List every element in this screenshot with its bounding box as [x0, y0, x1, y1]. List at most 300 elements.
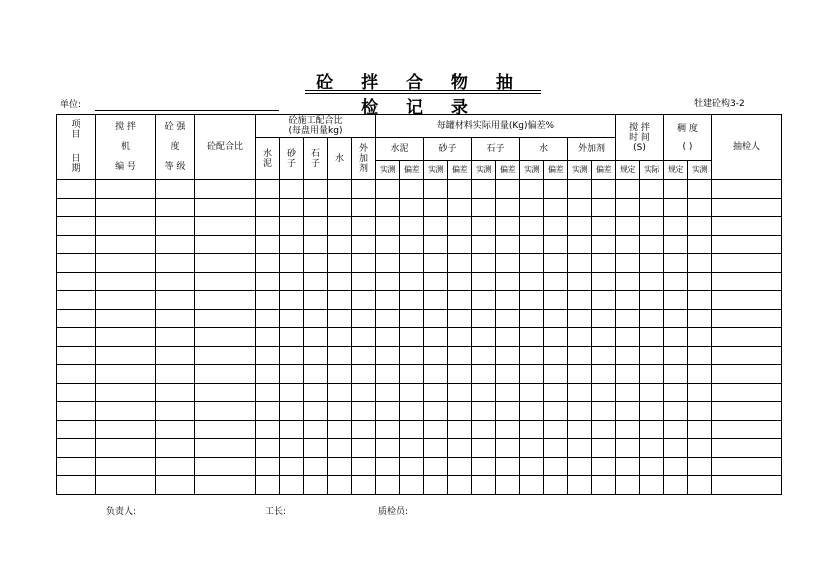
table-cell[interactable] [688, 272, 712, 291]
table-cell[interactable] [256, 309, 280, 328]
table-cell[interactable] [592, 254, 616, 273]
table-cell[interactable] [400, 235, 424, 254]
table-cell[interactable] [96, 217, 156, 236]
table-cell[interactable] [520, 383, 544, 402]
table-cell[interactable] [568, 457, 592, 476]
table-cell[interactable] [195, 198, 256, 217]
table-cell[interactable] [280, 402, 304, 421]
table-cell[interactable] [568, 402, 592, 421]
table-cell[interactable] [472, 309, 496, 328]
table-cell[interactable] [712, 346, 782, 365]
table-cell[interactable] [304, 180, 328, 199]
table-cell[interactable] [496, 217, 520, 236]
table-cell[interactable] [664, 254, 688, 273]
table-cell[interactable] [520, 198, 544, 217]
table-cell[interactable] [448, 476, 472, 495]
table-cell[interactable] [376, 476, 400, 495]
table-cell[interactable] [688, 217, 712, 236]
table-cell[interactable] [400, 383, 424, 402]
table-cell[interactable] [256, 420, 280, 439]
table-cell[interactable] [424, 457, 448, 476]
table-cell[interactable] [156, 328, 195, 347]
table-cell[interactable] [520, 180, 544, 199]
table-cell[interactable] [57, 328, 96, 347]
table-cell[interactable] [448, 383, 472, 402]
table-cell[interactable] [256, 254, 280, 273]
table-cell[interactable] [400, 365, 424, 384]
table-cell[interactable] [156, 346, 195, 365]
table-cell[interactable] [400, 346, 424, 365]
table-cell[interactable] [568, 254, 592, 273]
table-cell[interactable] [400, 309, 424, 328]
table-cell[interactable] [96, 272, 156, 291]
table-cell[interactable] [424, 180, 448, 199]
table-cell[interactable] [544, 420, 568, 439]
table-cell[interactable] [328, 272, 352, 291]
table-cell[interactable] [640, 198, 664, 217]
table-cell[interactable] [424, 346, 448, 365]
table-cell[interactable] [568, 272, 592, 291]
table-cell[interactable] [448, 198, 472, 217]
table-cell[interactable] [496, 476, 520, 495]
table-cell[interactable] [400, 254, 424, 273]
table-cell[interactable] [712, 291, 782, 310]
table-cell[interactable] [448, 346, 472, 365]
table-cell[interactable] [256, 365, 280, 384]
table-cell[interactable] [664, 402, 688, 421]
table-cell[interactable] [96, 235, 156, 254]
table-cell[interactable] [400, 420, 424, 439]
table-cell[interactable] [256, 198, 280, 217]
table-cell[interactable] [712, 476, 782, 495]
table-cell[interactable] [472, 254, 496, 273]
table-cell[interactable] [352, 328, 376, 347]
table-cell[interactable] [376, 198, 400, 217]
table-cell[interactable] [712, 328, 782, 347]
table-cell[interactable] [496, 180, 520, 199]
table-cell[interactable] [328, 383, 352, 402]
table-cell[interactable] [568, 439, 592, 458]
table-cell[interactable] [156, 180, 195, 199]
table-cell[interactable] [448, 217, 472, 236]
table-cell[interactable] [195, 365, 256, 384]
table-cell[interactable] [280, 365, 304, 384]
table-cell[interactable] [640, 309, 664, 328]
table-cell[interactable] [195, 346, 256, 365]
table-cell[interactable] [195, 235, 256, 254]
table-cell[interactable] [712, 383, 782, 402]
table-cell[interactable] [424, 439, 448, 458]
table-cell[interactable] [304, 272, 328, 291]
table-cell[interactable] [352, 439, 376, 458]
table-cell[interactable] [592, 328, 616, 347]
table-cell[interactable] [568, 217, 592, 236]
table-cell[interactable] [688, 291, 712, 310]
table-cell[interactable] [496, 198, 520, 217]
table-cell[interactable] [156, 272, 195, 291]
table-cell[interactable] [328, 476, 352, 495]
table-cell[interactable] [156, 198, 195, 217]
table-cell[interactable] [616, 254, 640, 273]
table-cell[interactable] [280, 457, 304, 476]
table-cell[interactable] [712, 420, 782, 439]
table-cell[interactable] [352, 254, 376, 273]
table-cell[interactable] [616, 272, 640, 291]
table-cell[interactable] [352, 420, 376, 439]
table-cell[interactable] [616, 309, 640, 328]
table-cell[interactable] [616, 180, 640, 199]
table-cell[interactable] [156, 420, 195, 439]
table-cell[interactable] [304, 217, 328, 236]
table-cell[interactable] [712, 254, 782, 273]
table-cell[interactable] [448, 254, 472, 273]
table-cell[interactable] [616, 198, 640, 217]
table-cell[interactable] [592, 365, 616, 384]
table-cell[interactable] [424, 217, 448, 236]
table-cell[interactable] [496, 383, 520, 402]
table-cell[interactable] [376, 291, 400, 310]
table-cell[interactable] [352, 457, 376, 476]
table-cell[interactable] [616, 439, 640, 458]
table-cell[interactable] [280, 420, 304, 439]
table-cell[interactable] [640, 328, 664, 347]
table-cell[interactable] [688, 198, 712, 217]
table-cell[interactable] [496, 328, 520, 347]
table-cell[interactable] [256, 328, 280, 347]
table-cell[interactable] [592, 346, 616, 365]
table-cell[interactable] [256, 457, 280, 476]
table-cell[interactable] [424, 402, 448, 421]
table-cell[interactable] [544, 254, 568, 273]
table-cell[interactable] [352, 365, 376, 384]
table-cell[interactable] [57, 180, 96, 199]
table-cell[interactable] [376, 328, 400, 347]
table-cell[interactable] [544, 198, 568, 217]
table-cell[interactable] [304, 198, 328, 217]
table-cell[interactable] [328, 457, 352, 476]
table-cell[interactable] [472, 383, 496, 402]
table-cell[interactable] [664, 235, 688, 254]
table-cell[interactable] [472, 346, 496, 365]
table-cell[interactable] [280, 217, 304, 236]
table-cell[interactable] [640, 235, 664, 254]
table-cell[interactable] [304, 291, 328, 310]
table-cell[interactable] [57, 235, 96, 254]
table-cell[interactable] [96, 180, 156, 199]
table-cell[interactable] [520, 365, 544, 384]
unit-input-line[interactable] [95, 110, 279, 111]
table-cell[interactable] [280, 198, 304, 217]
table-cell[interactable] [156, 217, 195, 236]
table-cell[interactable] [712, 180, 782, 199]
table-cell[interactable] [280, 309, 304, 328]
table-cell[interactable] [544, 328, 568, 347]
table-cell[interactable] [376, 254, 400, 273]
table-cell[interactable] [96, 383, 156, 402]
table-cell[interactable] [616, 420, 640, 439]
table-cell[interactable] [616, 346, 640, 365]
table-cell[interactable] [640, 365, 664, 384]
table-cell[interactable] [688, 254, 712, 273]
table-cell[interactable] [352, 180, 376, 199]
table-cell[interactable] [256, 383, 280, 402]
table-cell[interactable] [712, 457, 782, 476]
table-cell[interactable] [376, 272, 400, 291]
table-cell[interactable] [568, 198, 592, 217]
table-cell[interactable] [400, 439, 424, 458]
table-cell[interactable] [448, 402, 472, 421]
table-cell[interactable] [496, 235, 520, 254]
table-cell[interactable] [568, 235, 592, 254]
table-cell[interactable] [568, 365, 592, 384]
table-cell[interactable] [664, 198, 688, 217]
table-cell[interactable] [57, 254, 96, 273]
table-cell[interactable] [520, 328, 544, 347]
table-cell[interactable] [57, 476, 96, 495]
table-cell[interactable] [568, 346, 592, 365]
table-cell[interactable] [96, 439, 156, 458]
table-cell[interactable] [544, 365, 568, 384]
table-cell[interactable] [352, 272, 376, 291]
table-cell[interactable] [304, 402, 328, 421]
table-cell[interactable] [520, 254, 544, 273]
table-cell[interactable] [712, 235, 782, 254]
table-cell[interactable] [328, 254, 352, 273]
table-cell[interactable] [352, 235, 376, 254]
table-cell[interactable] [256, 439, 280, 458]
table-cell[interactable] [664, 457, 688, 476]
table-cell[interactable] [352, 402, 376, 421]
table-cell[interactable] [328, 198, 352, 217]
table-cell[interactable] [664, 365, 688, 384]
table-cell[interactable] [400, 457, 424, 476]
table-cell[interactable] [156, 457, 195, 476]
table-cell[interactable] [592, 420, 616, 439]
table-cell[interactable] [328, 217, 352, 236]
table-cell[interactable] [520, 420, 544, 439]
table-cell[interactable] [688, 439, 712, 458]
table-cell[interactable] [96, 328, 156, 347]
table-cell[interactable] [592, 457, 616, 476]
table-cell[interactable] [616, 328, 640, 347]
table-cell[interactable] [280, 328, 304, 347]
table-cell[interactable] [640, 346, 664, 365]
table-cell[interactable] [472, 180, 496, 199]
table-cell[interactable] [448, 365, 472, 384]
table-cell[interactable] [376, 235, 400, 254]
table-cell[interactable] [57, 346, 96, 365]
table-cell[interactable] [57, 272, 96, 291]
table-cell[interactable] [376, 346, 400, 365]
table-cell[interactable] [448, 420, 472, 439]
table-cell[interactable] [256, 346, 280, 365]
table-cell[interactable] [376, 365, 400, 384]
table-cell[interactable] [472, 439, 496, 458]
table-cell[interactable] [156, 254, 195, 273]
table-cell[interactable] [664, 420, 688, 439]
table-cell[interactable] [376, 217, 400, 236]
table-cell[interactable] [328, 235, 352, 254]
table-cell[interactable] [280, 476, 304, 495]
table-cell[interactable] [195, 420, 256, 439]
table-cell[interactable] [376, 457, 400, 476]
table-cell[interactable] [352, 198, 376, 217]
table-cell[interactable] [304, 346, 328, 365]
table-cell[interactable] [156, 439, 195, 458]
table-cell[interactable] [568, 328, 592, 347]
table-cell[interactable] [640, 457, 664, 476]
table-cell[interactable] [424, 328, 448, 347]
table-cell[interactable] [664, 272, 688, 291]
table-cell[interactable] [424, 291, 448, 310]
table-cell[interactable] [57, 457, 96, 476]
table-cell[interactable] [640, 383, 664, 402]
table-cell[interactable] [424, 198, 448, 217]
table-cell[interactable] [592, 180, 616, 199]
table-cell[interactable] [328, 291, 352, 310]
table-cell[interactable] [156, 383, 195, 402]
table-cell[interactable] [280, 383, 304, 402]
table-cell[interactable] [472, 198, 496, 217]
table-cell[interactable] [304, 365, 328, 384]
table-cell[interactable] [544, 309, 568, 328]
table-cell[interactable] [568, 309, 592, 328]
table-cell[interactable] [400, 272, 424, 291]
table-cell[interactable] [712, 309, 782, 328]
table-cell[interactable] [256, 272, 280, 291]
table-cell[interactable] [156, 291, 195, 310]
table-cell[interactable] [712, 272, 782, 291]
table-cell[interactable] [688, 328, 712, 347]
table-cell[interactable] [280, 254, 304, 273]
table-cell[interactable] [280, 346, 304, 365]
table-cell[interactable] [280, 439, 304, 458]
table-cell[interactable] [688, 457, 712, 476]
table-cell[interactable] [544, 217, 568, 236]
table-cell[interactable] [544, 383, 568, 402]
table-cell[interactable] [256, 402, 280, 421]
table-cell[interactable] [328, 439, 352, 458]
table-cell[interactable] [96, 476, 156, 495]
table-cell[interactable] [688, 383, 712, 402]
table-cell[interactable] [304, 439, 328, 458]
table-cell[interactable] [520, 457, 544, 476]
table-cell[interactable] [640, 272, 664, 291]
table-cell[interactable] [592, 291, 616, 310]
table-cell[interactable] [376, 309, 400, 328]
table-cell[interactable] [304, 254, 328, 273]
table-cell[interactable] [496, 254, 520, 273]
table-cell[interactable] [448, 328, 472, 347]
table-cell[interactable] [616, 291, 640, 310]
table-cell[interactable] [640, 291, 664, 310]
table-cell[interactable] [400, 217, 424, 236]
table-cell[interactable] [472, 402, 496, 421]
table-cell[interactable] [568, 476, 592, 495]
table-cell[interactable] [195, 309, 256, 328]
table-cell[interactable] [156, 309, 195, 328]
table-cell[interactable] [472, 328, 496, 347]
table-cell[interactable] [376, 439, 400, 458]
table-cell[interactable] [640, 476, 664, 495]
table-cell[interactable] [688, 346, 712, 365]
table-cell[interactable] [496, 402, 520, 421]
table-cell[interactable] [352, 291, 376, 310]
table-cell[interactable] [352, 309, 376, 328]
table-cell[interactable] [688, 365, 712, 384]
table-cell[interactable] [592, 402, 616, 421]
table-cell[interactable] [256, 476, 280, 495]
table-cell[interactable] [592, 439, 616, 458]
table-cell[interactable] [304, 235, 328, 254]
table-cell[interactable] [280, 180, 304, 199]
table-cell[interactable] [568, 383, 592, 402]
table-cell[interactable] [328, 365, 352, 384]
table-cell[interactable] [544, 457, 568, 476]
table-cell[interactable] [520, 476, 544, 495]
table-cell[interactable] [616, 235, 640, 254]
table-cell[interactable] [712, 402, 782, 421]
table-cell[interactable] [496, 291, 520, 310]
table-cell[interactable] [156, 402, 195, 421]
table-cell[interactable] [472, 291, 496, 310]
table-cell[interactable] [472, 457, 496, 476]
table-cell[interactable] [424, 235, 448, 254]
table-cell[interactable] [195, 476, 256, 495]
table-cell[interactable] [688, 420, 712, 439]
table-cell[interactable] [640, 217, 664, 236]
table-cell[interactable] [96, 457, 156, 476]
table-cell[interactable] [544, 346, 568, 365]
table-cell[interactable] [496, 346, 520, 365]
table-cell[interactable] [424, 476, 448, 495]
table-cell[interactable] [195, 383, 256, 402]
table-cell[interactable] [96, 365, 156, 384]
table-cell[interactable] [688, 235, 712, 254]
table-cell[interactable] [352, 476, 376, 495]
table-cell[interactable] [376, 180, 400, 199]
table-cell[interactable] [96, 198, 156, 217]
table-cell[interactable] [568, 291, 592, 310]
table-cell[interactable] [496, 420, 520, 439]
table-cell[interactable] [640, 402, 664, 421]
table-cell[interactable] [195, 402, 256, 421]
table-cell[interactable] [544, 476, 568, 495]
table-cell[interactable] [195, 272, 256, 291]
table-cell[interactable] [195, 254, 256, 273]
table-cell[interactable] [57, 309, 96, 328]
table-cell[interactable] [520, 346, 544, 365]
table-cell[interactable] [57, 217, 96, 236]
table-cell[interactable] [544, 439, 568, 458]
table-cell[interactable] [57, 365, 96, 384]
table-cell[interactable] [640, 180, 664, 199]
table-cell[interactable] [544, 402, 568, 421]
table-cell[interactable] [664, 476, 688, 495]
table-cell[interactable] [592, 217, 616, 236]
table-cell[interactable] [640, 254, 664, 273]
table-cell[interactable] [520, 291, 544, 310]
table-cell[interactable] [195, 217, 256, 236]
table-cell[interactable] [688, 180, 712, 199]
table-cell[interactable] [520, 402, 544, 421]
table-cell[interactable] [156, 235, 195, 254]
table-cell[interactable] [328, 180, 352, 199]
table-cell[interactable] [496, 272, 520, 291]
table-cell[interactable] [664, 328, 688, 347]
table-cell[interactable] [472, 420, 496, 439]
table-cell[interactable] [616, 402, 640, 421]
